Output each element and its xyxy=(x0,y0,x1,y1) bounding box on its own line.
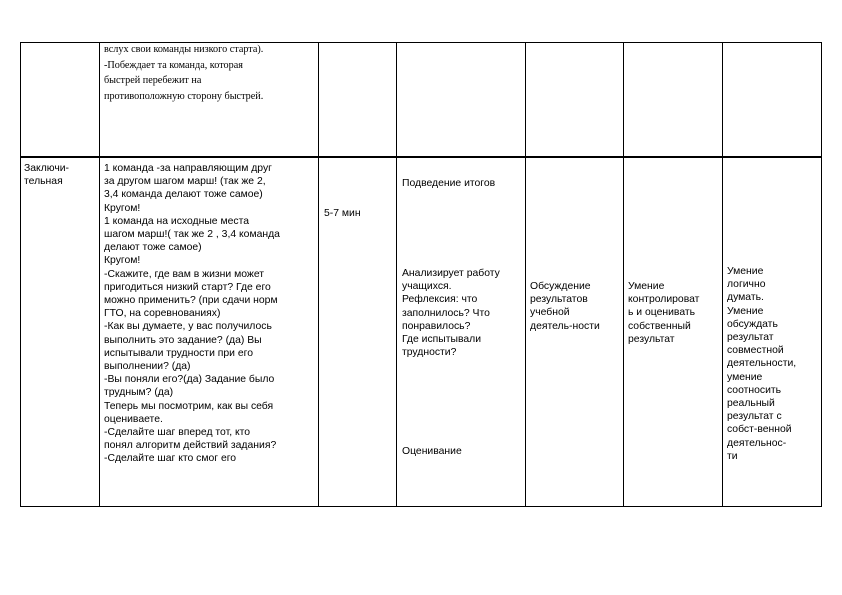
table-border-bottom xyxy=(20,506,822,507)
column-divider xyxy=(396,42,397,507)
time-cell: 5-7 мин xyxy=(324,208,361,219)
row2-content-cell: 1 команда -за направляющим друг за другом шагом марш! (так же 2, 3,4 команда делают тоже самое) Кругом! 1 команда на исходные места шагом марш!( так же 2 , 3,4 команда делают тоже самое) Кругом! -Скажите, где вам в жизни может пригодиться низкий старт? Где его можно применить? (при сдачи норм ГТО, на соревнованиях) -Как вы думаете, у вас получилось выполнить это задание? (да) Вы испытывали трудности при его выполнении? (да) -Вы поняли его?(да) Задание было трудным? (да) Теперь мы посмотрим, как вы себя оцениваете. -Сделайте шаг вперед тот, кто понял алгоритм действий задания? -Сделайте шаг кто смог его xyxy=(104,163,280,465)
students-activity-cell: Обсуждение результатов учебной деятель-ности xyxy=(530,281,600,332)
teacher-summary-label: Подведение итогов xyxy=(402,178,496,189)
communicative-skills-cell: Умение логично думать. Умение обсуждать результат совместной деятельности, умение соотносить реальный результат с собст-венной деятельнос- ти xyxy=(727,266,797,462)
table-border-right xyxy=(821,42,822,507)
column-divider xyxy=(318,42,319,507)
column-divider xyxy=(99,42,100,507)
stage-cell: Заключи- тельная xyxy=(24,163,70,188)
column-divider xyxy=(722,42,723,507)
row1-content-cell: вслух свои команды низкого старта). -Побеждает та команда, которая быстрей перебежит на противоположную сторону быстрей. xyxy=(104,44,264,102)
column-divider xyxy=(525,42,526,507)
teacher-activity-cell: Анализирует работу учащихся. Рефлексия: что заполнилось? Что понравилось? Где испытывали трудности? xyxy=(402,268,500,359)
teacher-assessment-label: Оценивание xyxy=(402,446,462,457)
regulative-skills-cell: Умение контролироват ь и оценивать собственный результат xyxy=(628,281,700,345)
column-divider xyxy=(623,42,624,507)
table-border-left xyxy=(20,42,21,507)
lesson-table xyxy=(20,42,822,507)
row-divider xyxy=(20,156,822,158)
